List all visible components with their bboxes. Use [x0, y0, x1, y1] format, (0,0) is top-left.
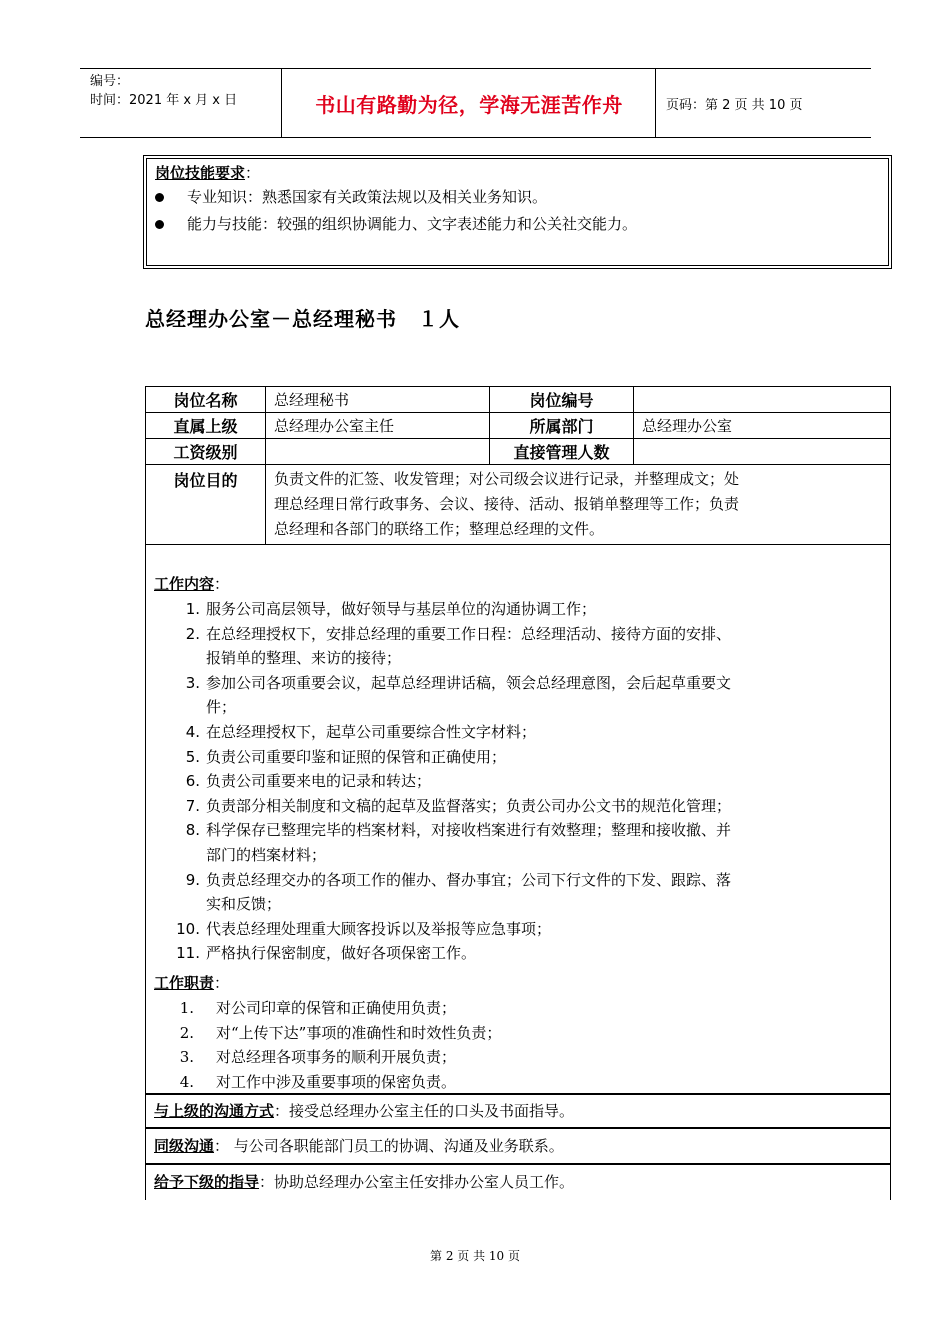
comm-sub-text: ：协助总经理办公室主任安排办公室人员工作。	[259, 1173, 575, 1191]
skills-item: 专业知识：熟悉国家有关政策法规以及相关业务知识。	[187, 188, 548, 206]
work-content-text: 负责总经理交办的各项工作的催办、督办事宜；公司下行文件的下发、跟踪、落	[206, 870, 732, 889]
work-content-number: 5.	[185, 747, 200, 766]
managed-value	[634, 439, 891, 465]
work-content-text: 实和反馈；	[206, 895, 282, 914]
skills-heading: 岗位技能要求	[155, 164, 246, 182]
header-meta	[80, 69, 282, 137]
comm-sub-row	[145, 1164, 891, 1200]
work-content-line	[154, 622, 731, 646]
position-info-table	[145, 386, 891, 545]
purpose-value	[266, 465, 891, 545]
duty-text: 对“上传下达”事项的准确性和时效性负责；	[216, 1023, 502, 1042]
work-content-line	[154, 671, 731, 695]
doc-number-label: 编号：	[90, 74, 130, 89]
duty-item	[154, 996, 456, 1020]
work-content-line	[154, 794, 731, 818]
salary-value	[266, 439, 490, 465]
work-content-number: 7.	[185, 796, 200, 815]
comm-superior-row	[145, 1094, 891, 1128]
page-info-text: 页码：第 2 页 共 10 页	[666, 97, 803, 113]
comm-peer-row	[145, 1128, 891, 1164]
work-content-text: 服务公司高层领导，做好领导与基层单位的沟通协调工作；	[206, 600, 597, 618]
position-name-label: 岗位名称	[146, 387, 266, 413]
purpose-label: 岗位目的	[146, 465, 266, 545]
work-content-text: 件；	[206, 698, 237, 717]
purpose-line: 总经理和各部门的联络工作；整理总经理的文件。	[274, 520, 605, 538]
work-content-number: 2.	[185, 624, 200, 643]
work-content-text: 报销单的整理、来访的接待；	[206, 649, 402, 668]
skills-heading-line: 岗位技能要求：	[155, 164, 261, 182]
work-content-number: 11.	[176, 944, 200, 963]
work-content-text: 在总经理授权下，起草公司重要综合性文字材料；	[206, 723, 537, 741]
work-content-text: 严格执行保密制度，做好各项保密工作。	[206, 944, 477, 963]
work-content-line	[154, 843, 326, 867]
work-heading: 工作内容	[154, 575, 215, 593]
work-content-line	[154, 695, 236, 719]
work-content-line	[154, 941, 476, 965]
work-content-number: 10.	[176, 919, 200, 938]
header-motto-cell	[283, 69, 656, 137]
work-content-text: 负责公司重要印鉴和证照的保管和正确使用；	[206, 747, 507, 766]
work-content-text: 负责公司重要来电的记录和转达；	[206, 772, 432, 791]
work-content-number: 3.	[185, 673, 200, 692]
page-header	[80, 68, 871, 138]
work-box	[145, 544, 891, 1094]
work-content-text: 代表总经理处理重大顾客投诉以及举报等应急事项；	[206, 919, 552, 938]
doc-time-label: 时间：2021 年 x 月 x 日	[90, 93, 238, 108]
position-no-label: 岗位编号	[490, 387, 634, 413]
work-content-line	[154, 818, 731, 842]
superior-value: 总经理办公室主任	[266, 413, 490, 439]
duty-number: 1.	[179, 999, 194, 1017]
work-content-number: 6.	[185, 772, 200, 791]
work-content-line	[154, 646, 401, 670]
position-name-value: 总经理秘书	[266, 387, 490, 413]
skills-box	[146, 158, 889, 266]
comm-superior-text: ：接受总经理办公室主任的口头及书面指导。	[274, 1102, 575, 1120]
duty-text: 对公司印章的保管和正确使用负责；	[216, 999, 457, 1017]
superior-label: 直属上级	[146, 413, 266, 439]
comm-superior-label: 与上级的沟通方式	[154, 1102, 275, 1120]
work-content-text: 参加公司各项重要会议，起草总经理讲话稿，领会总经理意图，会后起草重要文	[206, 673, 732, 692]
work-content-number: 1.	[185, 600, 200, 618]
work-content-text: 科学保存已整理完毕的档案材料，对接收档案进行有效整理；整理和接收撤、并	[206, 821, 732, 840]
comm-peer-text: ： 与公司各职能部门员工的协调、沟通及业务联系。	[214, 1137, 564, 1155]
duties-heading-line: 工作职责：	[154, 974, 230, 992]
duty-number: 3.	[179, 1048, 194, 1067]
header-motto: 书山有路勤为径，学海无涯苦作舟	[315, 92, 623, 117]
header-page-info	[656, 69, 871, 137]
skills-item: 能力与技能：较强的组织协调能力、文字表述能力和公关社交能力。	[187, 215, 638, 233]
work-content-number: 8.	[185, 821, 200, 840]
bullet-icon	[155, 193, 164, 202]
work-content-text: 负责部分相关制度和文稿的起草及监督落实；负责公司办公文书的规范化管理；	[206, 796, 732, 815]
work-content-text: 部门的档案材料；	[206, 846, 327, 864]
work-content-line	[154, 868, 731, 892]
purpose-line: 理总经理日常行政事务、会议、接待、活动、报销单整理等工作；负责	[274, 495, 740, 513]
work-content-line	[154, 917, 551, 941]
salary-label: 工资级别	[146, 439, 266, 465]
dept-label: 所属部门	[490, 413, 634, 439]
work-content-line	[154, 597, 596, 621]
comm-sub-label: 给予下级的指导	[154, 1173, 260, 1191]
managed-label: 直接管理人数	[490, 439, 634, 465]
duties-heading: 工作职责	[154, 974, 215, 992]
work-content-number: 9.	[185, 870, 200, 889]
duty-item	[154, 1045, 456, 1069]
purpose-line: 负责文件的汇签、收发管理；对公司级会议进行记录，并整理成文；处	[274, 470, 740, 488]
comm-peer-label: 同级沟通	[154, 1137, 215, 1155]
work-content-number: 4.	[185, 723, 200, 741]
section-title: 总经理办公室－总经理秘书 １人	[145, 307, 460, 331]
work-content-line	[154, 769, 431, 793]
dept-value: 总经理办公室	[634, 413, 891, 439]
duty-text: 对总经理各项事务的顺利开展负责；	[216, 1048, 457, 1067]
work-content-line	[154, 892, 281, 916]
page-footer: 第 2 页 共 10 页	[430, 1249, 520, 1263]
work-heading-line: 工作内容：	[154, 575, 230, 593]
duty-item	[154, 1070, 456, 1094]
duty-number: 4.	[179, 1072, 194, 1091]
bullet-icon	[155, 220, 164, 229]
work-content-text: 在总经理授权下，安排总经理的重要工作日程：总经理活动、接待方面的安排、	[206, 624, 732, 643]
work-content-line	[154, 745, 506, 769]
duty-number: 2.	[179, 1023, 194, 1042]
work-content-line	[154, 720, 536, 744]
duty-item	[154, 1021, 501, 1045]
duty-text: 对工作中涉及重要事项的保密负责。	[216, 1072, 457, 1091]
position-no-value	[634, 387, 891, 413]
